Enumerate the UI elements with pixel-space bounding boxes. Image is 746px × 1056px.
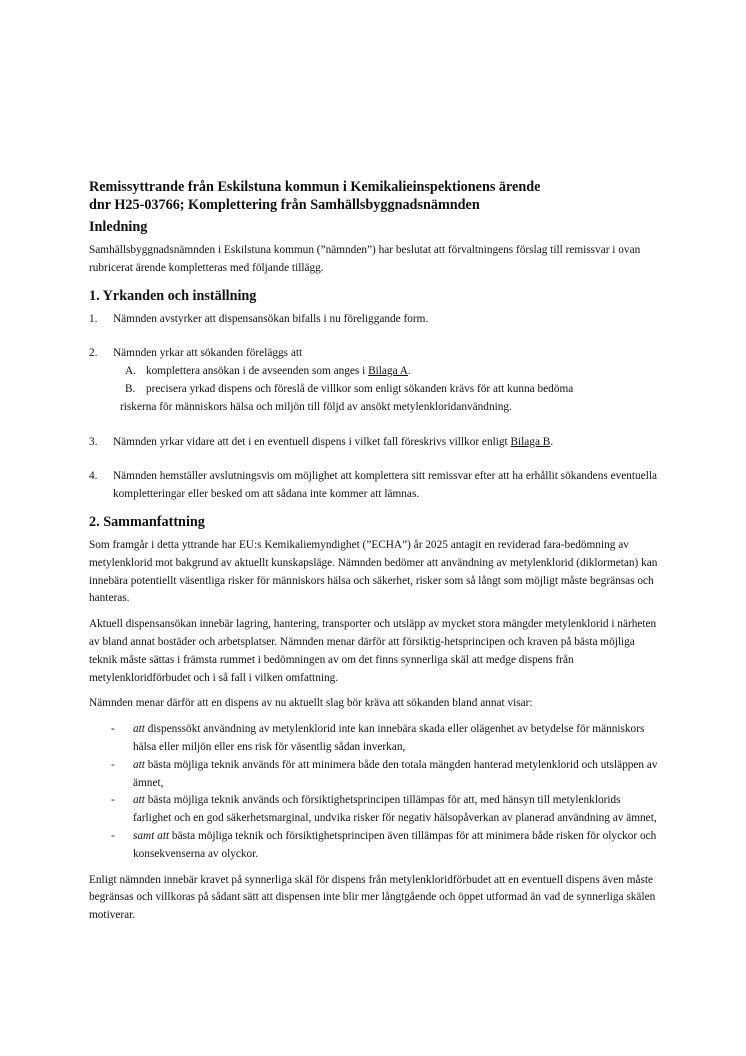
item-text: Nämnden yrkar att sökanden föreläggs att xyxy=(113,347,303,360)
bilaga-b-link[interactable]: Bilaga B xyxy=(510,435,551,448)
title-line-1: Remissyttrande från Eskilstuna kommun i Kemikalieinspektionens ärende xyxy=(89,179,541,195)
list-item-lead: att xyxy=(133,758,145,771)
item-text: Nämnden avstyrker att dispensansökan bifalls i nu föreliggande form. xyxy=(113,312,429,325)
list-item-lead: att xyxy=(133,794,145,807)
list-item-text: bästa möjliga teknik används för att minimera både den totala mängden hanterad metylenklorid och utsläppen av ämnet, xyxy=(133,758,658,789)
dash-bullet: - xyxy=(111,758,115,771)
item-text: Nämnden hemställer avslutningsvis om möjlighet att komplettera sitt remissvar efter att ha erhållit sökandens eventuella kompletteringar eller besked om att sådana inte kommer att lämnas. xyxy=(113,470,657,501)
sub-item-text: precisera yrkad dispens och föreslå de villkor som enligt sökanden krävs för att kunna bedöma xyxy=(146,382,574,395)
item-text: Nämnden yrkar vidare att det i en eventuell dispens i vilket fall föreskrivs villkor enligt xyxy=(113,435,511,448)
numbered-item-3 xyxy=(89,434,659,452)
dash-bullet: - xyxy=(111,723,115,736)
sub-item-text: komplettera ansökan i de avseenden som anges i xyxy=(146,365,369,378)
numbered-item-2 xyxy=(89,345,659,363)
item-number: 3. xyxy=(89,435,98,448)
sub-item-text-end: . xyxy=(407,365,411,378)
item-number: 1. xyxy=(89,312,98,325)
title-line-2: dnr H25-03766; Komplettering från Samhällsbyggnadsnämnden xyxy=(89,197,480,213)
sub-item-letter: A. xyxy=(125,365,136,378)
summary-paragraph-2: Aktuell dispensansökan innebär lagring, hantering, transporter och utsläpp av mycket stora mängder metylenklorid i närheten av bland annat bostäder och arbetsplatser. Nämnden menar därför att försiktig-hetsprincipen och kraven på bästa möjliga teknik måste sättas i främsta rummet i bedömningen av om det finns synnerliga skäl att medge dispens från metylenkloridförbudet och i så fall i vilken omfattning. xyxy=(89,618,657,684)
dash-bullet: - xyxy=(111,829,115,842)
intro-heading: Inledning xyxy=(89,219,148,235)
list-item xyxy=(89,792,659,828)
summary-paragraph-1: Som framgår i detta yttrande har EU:s Kemikaliemyndighet (”ECHA”) år 2025 antagit en reviderad fara-bedömning av metylenklorid mot bakgrund av aktuellt kunskapsläge. Nämnden bedömer att användning av metylenklorid (diklormetan) kan innebära potentiellt väsentliga risker för människors hälsa och säkerhet, risker som så långt som möjligt måste begränsas och hanteras. xyxy=(89,538,658,605)
sub-item-text-continued: riskerna för människors hälsa och miljön till följd av ansökt metylenkloridanvändning. xyxy=(120,400,512,413)
list-item xyxy=(89,828,659,864)
summary-paragraph-4: Enligt nämnden innebär kravet på synnerliga skäl för dispens från metylenkloridförbudet att en eventuell dispens även måste begränsas och villkoras på sådant sätt att dispensen inte blir mer långtgående och öppet utformad än vad de synnerliga skälen motiverar. xyxy=(89,873,656,922)
list-item-text: bästa möjliga teknik och försiktighetsprincipen även tillämpas för att minimera både risken för olyckor och konsekvenserna av olyckor. xyxy=(133,829,657,860)
sub-item-b xyxy=(89,381,659,417)
sub-item-letter: B. xyxy=(125,382,136,395)
item-number: 4. xyxy=(89,470,98,483)
numbered-item-4 xyxy=(89,468,659,504)
list-item xyxy=(89,721,659,757)
list-item-lead: samt att xyxy=(133,829,170,842)
document-title xyxy=(89,178,659,214)
section-1-heading: 1. Yrkanden och inställning xyxy=(89,287,257,304)
item-number: 2. xyxy=(89,347,98,360)
list-item xyxy=(89,757,659,793)
bilaga-a-link[interactable]: Bilaga A xyxy=(368,365,408,378)
summary-paragraph-3: Nämnden menar därför att en dispens av nu aktuellt slag bör kräva att sökanden bland annat visar: xyxy=(89,697,533,710)
dash-bullet: - xyxy=(111,794,115,807)
list-item-text: dispenssökt användning av metylenklorid inte kan innebära skada eller olägenhet av betydelse för människors hälsa eller miljön eller ens risk för väsentlig sådan inverkan, xyxy=(133,723,645,753)
list-item-lead: att xyxy=(133,723,145,736)
numbered-item-1 xyxy=(89,311,659,329)
section-2-heading: 2. Sammanfattning xyxy=(89,513,205,530)
requirements-list xyxy=(89,721,659,863)
item-text-end: . xyxy=(550,435,554,448)
sub-item-a xyxy=(89,363,659,381)
intro-paragraph: Samhällsbyggnadsnämnden i Eskilstuna kommun (”nämnden”) har beslutat att förvaltningens förslag till remissvar i ovan rubricerat ärende kompletteras med följande tillägg. xyxy=(89,244,641,274)
list-item-text: bästa möjliga teknik används och försiktighetsprincipen tillämpas för att, med hänsyn till metylenklorids farlighet och en god säkerhetsmarginal, undvika risker för negativ hälsopåverkan av planerad användning av ämnet, xyxy=(133,794,657,825)
document-body xyxy=(89,178,659,933)
